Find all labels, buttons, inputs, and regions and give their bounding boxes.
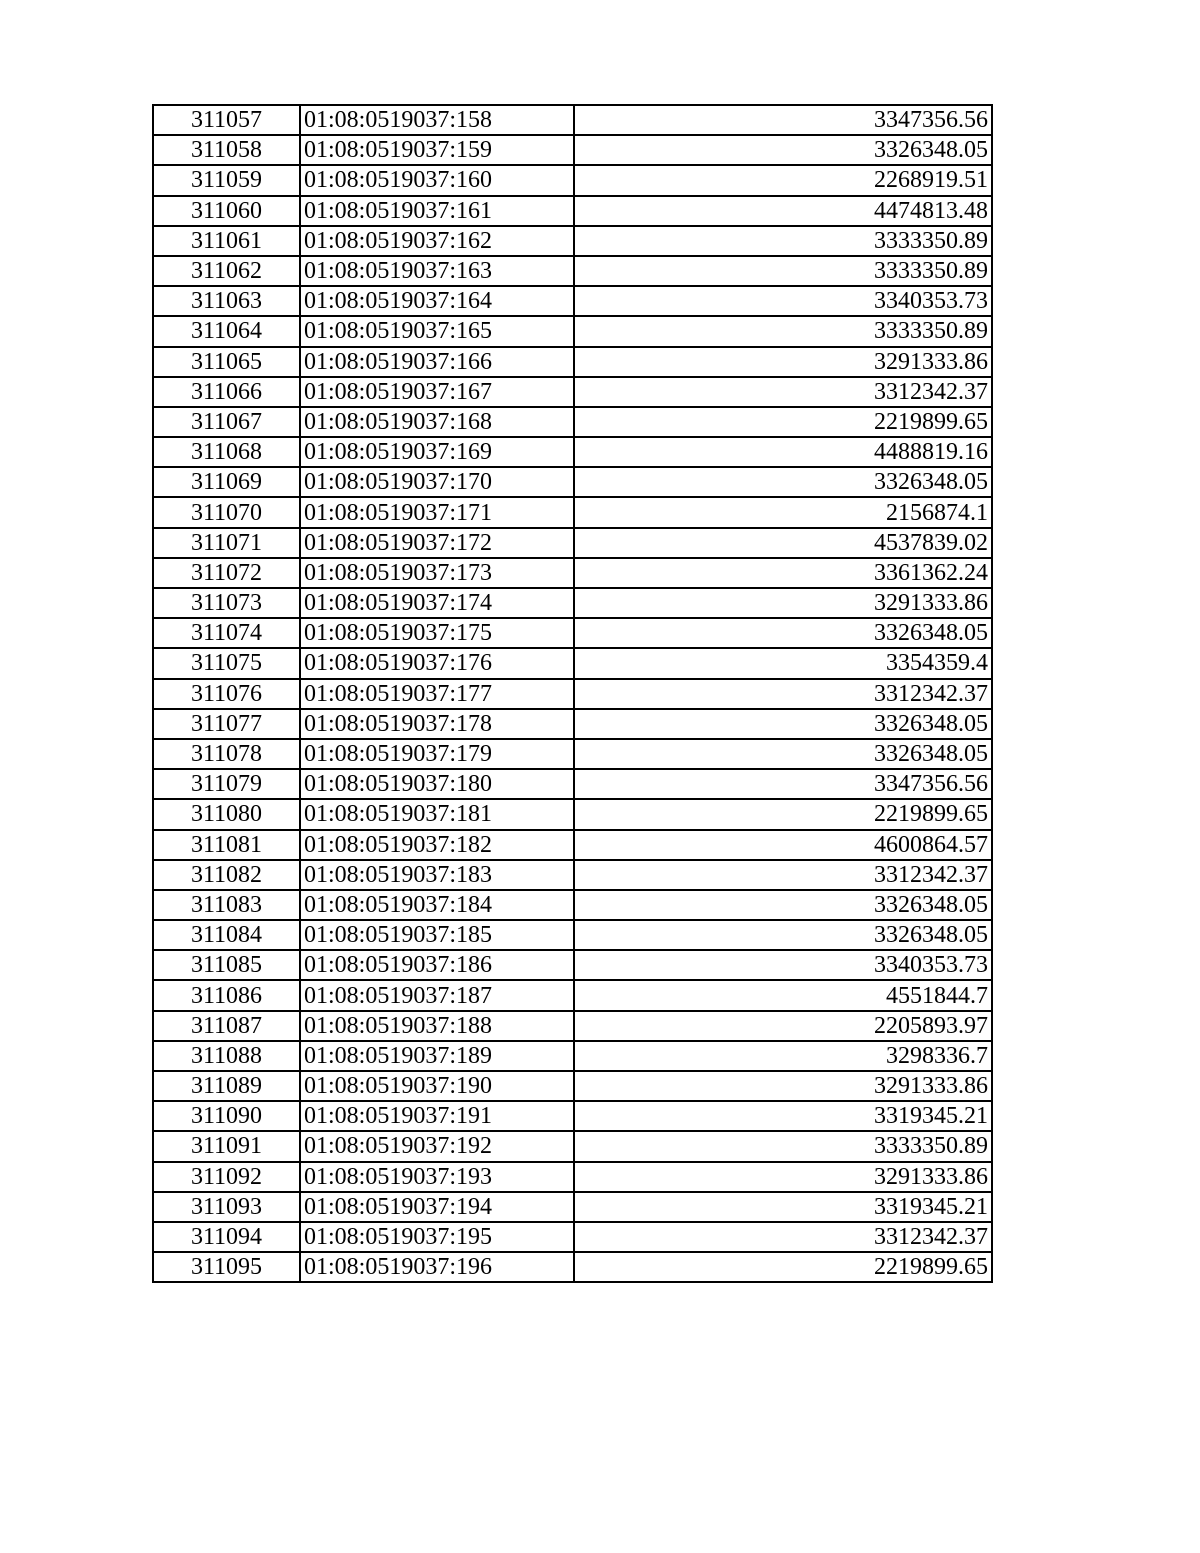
row-id-cell: 311079 [153, 769, 300, 799]
parcel-code-cell: 01:08:0519037:191 [300, 1101, 574, 1131]
parcel-code-cell: 01:08:0519037:181 [300, 799, 574, 829]
table-row [153, 709, 992, 739]
row-id-cell: 311083 [153, 890, 300, 920]
parcel-code-cell: 01:08:0519037:174 [300, 588, 574, 618]
table-row [153, 165, 992, 195]
row-id-cell: 311091 [153, 1131, 300, 1161]
amount-cell: 4600864.57 [574, 830, 992, 860]
amount-cell: 3333350.89 [574, 256, 992, 286]
parcel-code-cell: 01:08:0519037:183 [300, 860, 574, 890]
table-row [153, 648, 992, 678]
parcel-code-cell: 01:08:0519037:164 [300, 286, 574, 316]
table-row [153, 1222, 992, 1252]
table-row [153, 1071, 992, 1101]
row-id-cell: 311058 [153, 135, 300, 165]
row-id-cell: 311068 [153, 437, 300, 467]
table-row [153, 1101, 992, 1131]
amount-cell: 3298336.7 [574, 1041, 992, 1071]
row-id-cell: 311060 [153, 196, 300, 226]
row-id-cell: 311069 [153, 467, 300, 497]
table-row [153, 105, 992, 135]
table-row [153, 558, 992, 588]
table-row [153, 528, 992, 558]
amount-cell: 2219899.65 [574, 1252, 992, 1282]
row-id-cell: 311066 [153, 377, 300, 407]
parcel-code-cell: 01:08:0519037:187 [300, 980, 574, 1010]
row-id-cell: 311093 [153, 1192, 300, 1222]
amount-cell: 3312342.37 [574, 1222, 992, 1252]
parcel-code-cell: 01:08:0519037:190 [300, 1071, 574, 1101]
amount-cell: 3333350.89 [574, 226, 992, 256]
amount-cell: 2156874.1 [574, 497, 992, 527]
table-row [153, 830, 992, 860]
row-id-cell: 311061 [153, 226, 300, 256]
row-id-cell: 311077 [153, 709, 300, 739]
table-row [153, 799, 992, 829]
parcel-code-cell: 01:08:0519037:160 [300, 165, 574, 195]
table-row [153, 920, 992, 950]
row-id-cell: 311081 [153, 830, 300, 860]
parcel-code-cell: 01:08:0519037:195 [300, 1222, 574, 1252]
row-id-cell: 311080 [153, 799, 300, 829]
row-id-cell: 311094 [153, 1222, 300, 1252]
amount-cell: 3326348.05 [574, 618, 992, 648]
parcel-code-cell: 01:08:0519037:163 [300, 256, 574, 286]
parcel-code-cell: 01:08:0519037:159 [300, 135, 574, 165]
parcel-code-cell: 01:08:0519037:193 [300, 1162, 574, 1192]
row-id-cell: 311073 [153, 588, 300, 618]
parcel-code-cell: 01:08:0519037:169 [300, 437, 574, 467]
table-row [153, 286, 992, 316]
row-id-cell: 311086 [153, 980, 300, 1010]
row-id-cell: 311087 [153, 1011, 300, 1041]
table-row [153, 316, 992, 346]
row-id-cell: 311067 [153, 407, 300, 437]
parcel-code-cell: 01:08:0519037:172 [300, 528, 574, 558]
row-id-cell: 311084 [153, 920, 300, 950]
amount-cell: 3291333.86 [574, 347, 992, 377]
parcel-code-cell: 01:08:0519037:188 [300, 1011, 574, 1041]
amount-cell: 3326348.05 [574, 890, 992, 920]
parcel-code-cell: 01:08:0519037:179 [300, 739, 574, 769]
table-row [153, 196, 992, 226]
parcel-code-cell: 01:08:0519037:192 [300, 1131, 574, 1161]
amount-cell: 3333350.89 [574, 1131, 992, 1161]
amount-cell: 2268919.51 [574, 165, 992, 195]
table-row [153, 226, 992, 256]
amount-cell: 4488819.16 [574, 437, 992, 467]
amount-cell: 2205893.97 [574, 1011, 992, 1041]
table-row [153, 1252, 992, 1282]
row-id-cell: 311076 [153, 679, 300, 709]
amount-cell: 3319345.21 [574, 1192, 992, 1222]
parcel-code-cell: 01:08:0519037:158 [300, 105, 574, 135]
amount-cell: 3347356.56 [574, 769, 992, 799]
data-table [152, 104, 993, 1283]
amount-cell: 4537839.02 [574, 528, 992, 558]
table-row [153, 497, 992, 527]
table-row [153, 950, 992, 980]
table-row [153, 860, 992, 890]
table-row [153, 1011, 992, 1041]
amount-cell: 2219899.65 [574, 407, 992, 437]
row-id-cell: 311088 [153, 1041, 300, 1071]
row-id-cell: 311064 [153, 316, 300, 346]
amount-cell: 3361362.24 [574, 558, 992, 588]
amount-cell: 3312342.37 [574, 860, 992, 890]
row-id-cell: 311074 [153, 618, 300, 648]
table-row [153, 1041, 992, 1071]
parcel-code-cell: 01:08:0519037:165 [300, 316, 574, 346]
parcel-code-cell: 01:08:0519037:196 [300, 1252, 574, 1282]
amount-cell: 3347356.56 [574, 105, 992, 135]
table-row [153, 407, 992, 437]
table-row [153, 1192, 992, 1222]
row-id-cell: 311095 [153, 1252, 300, 1282]
row-id-cell: 311057 [153, 105, 300, 135]
amount-cell: 3291333.86 [574, 588, 992, 618]
amount-cell: 3291333.86 [574, 1071, 992, 1101]
row-id-cell: 311082 [153, 860, 300, 890]
table-row [153, 739, 992, 769]
amount-cell: 3326348.05 [574, 467, 992, 497]
table-row [153, 769, 992, 799]
parcel-code-cell: 01:08:0519037:168 [300, 407, 574, 437]
parcel-code-cell: 01:08:0519037:184 [300, 890, 574, 920]
amount-cell: 3312342.37 [574, 679, 992, 709]
row-id-cell: 311090 [153, 1101, 300, 1131]
table-row [153, 618, 992, 648]
row-id-cell: 311089 [153, 1071, 300, 1101]
parcel-code-cell: 01:08:0519037:189 [300, 1041, 574, 1071]
row-id-cell: 311070 [153, 497, 300, 527]
row-id-cell: 311065 [153, 347, 300, 377]
amount-cell: 3326348.05 [574, 920, 992, 950]
table-row [153, 890, 992, 920]
table-row [153, 135, 992, 165]
table-body [153, 105, 992, 1282]
amount-cell: 3354359.4 [574, 648, 992, 678]
amount-cell: 4474813.48 [574, 196, 992, 226]
row-id-cell: 311062 [153, 256, 300, 286]
row-id-cell: 311078 [153, 739, 300, 769]
parcel-code-cell: 01:08:0519037:186 [300, 950, 574, 980]
amount-cell: 4551844.7 [574, 980, 992, 1010]
table-row [153, 377, 992, 407]
table-row [153, 1162, 992, 1192]
amount-cell: 2219899.65 [574, 799, 992, 829]
row-id-cell: 311072 [153, 558, 300, 588]
parcel-code-cell: 01:08:0519037:170 [300, 467, 574, 497]
amount-cell: 3291333.86 [574, 1162, 992, 1192]
table-row [153, 980, 992, 1010]
amount-cell: 3326348.05 [574, 709, 992, 739]
table-row [153, 347, 992, 377]
amount-cell: 3312342.37 [574, 377, 992, 407]
row-id-cell: 311075 [153, 648, 300, 678]
parcel-code-cell: 01:08:0519037:161 [300, 196, 574, 226]
row-id-cell: 311059 [153, 165, 300, 195]
row-id-cell: 311071 [153, 528, 300, 558]
amount-cell: 3333350.89 [574, 316, 992, 346]
parcel-code-cell: 01:08:0519037:182 [300, 830, 574, 860]
parcel-code-cell: 01:08:0519037:176 [300, 648, 574, 678]
parcel-code-cell: 01:08:0519037:162 [300, 226, 574, 256]
table-row [153, 588, 992, 618]
amount-cell: 3326348.05 [574, 739, 992, 769]
row-id-cell: 311092 [153, 1162, 300, 1192]
parcel-code-cell: 01:08:0519037:173 [300, 558, 574, 588]
amount-cell: 3340353.73 [574, 950, 992, 980]
parcel-code-cell: 01:08:0519037:177 [300, 679, 574, 709]
table-row [153, 256, 992, 286]
row-id-cell: 311063 [153, 286, 300, 316]
table-row [153, 467, 992, 497]
parcel-code-cell: 01:08:0519037:167 [300, 377, 574, 407]
parcel-code-cell: 01:08:0519037:180 [300, 769, 574, 799]
table-row [153, 437, 992, 467]
amount-cell: 3319345.21 [574, 1101, 992, 1131]
parcel-code-cell: 01:08:0519037:175 [300, 618, 574, 648]
parcel-code-cell: 01:08:0519037:178 [300, 709, 574, 739]
parcel-code-cell: 01:08:0519037:166 [300, 347, 574, 377]
table-row [153, 679, 992, 709]
row-id-cell: 311085 [153, 950, 300, 980]
amount-cell: 3340353.73 [574, 286, 992, 316]
parcel-code-cell: 01:08:0519037:171 [300, 497, 574, 527]
amount-cell: 3326348.05 [574, 135, 992, 165]
parcel-code-cell: 01:08:0519037:185 [300, 920, 574, 950]
table-row [153, 1131, 992, 1161]
parcel-code-cell: 01:08:0519037:194 [300, 1192, 574, 1222]
